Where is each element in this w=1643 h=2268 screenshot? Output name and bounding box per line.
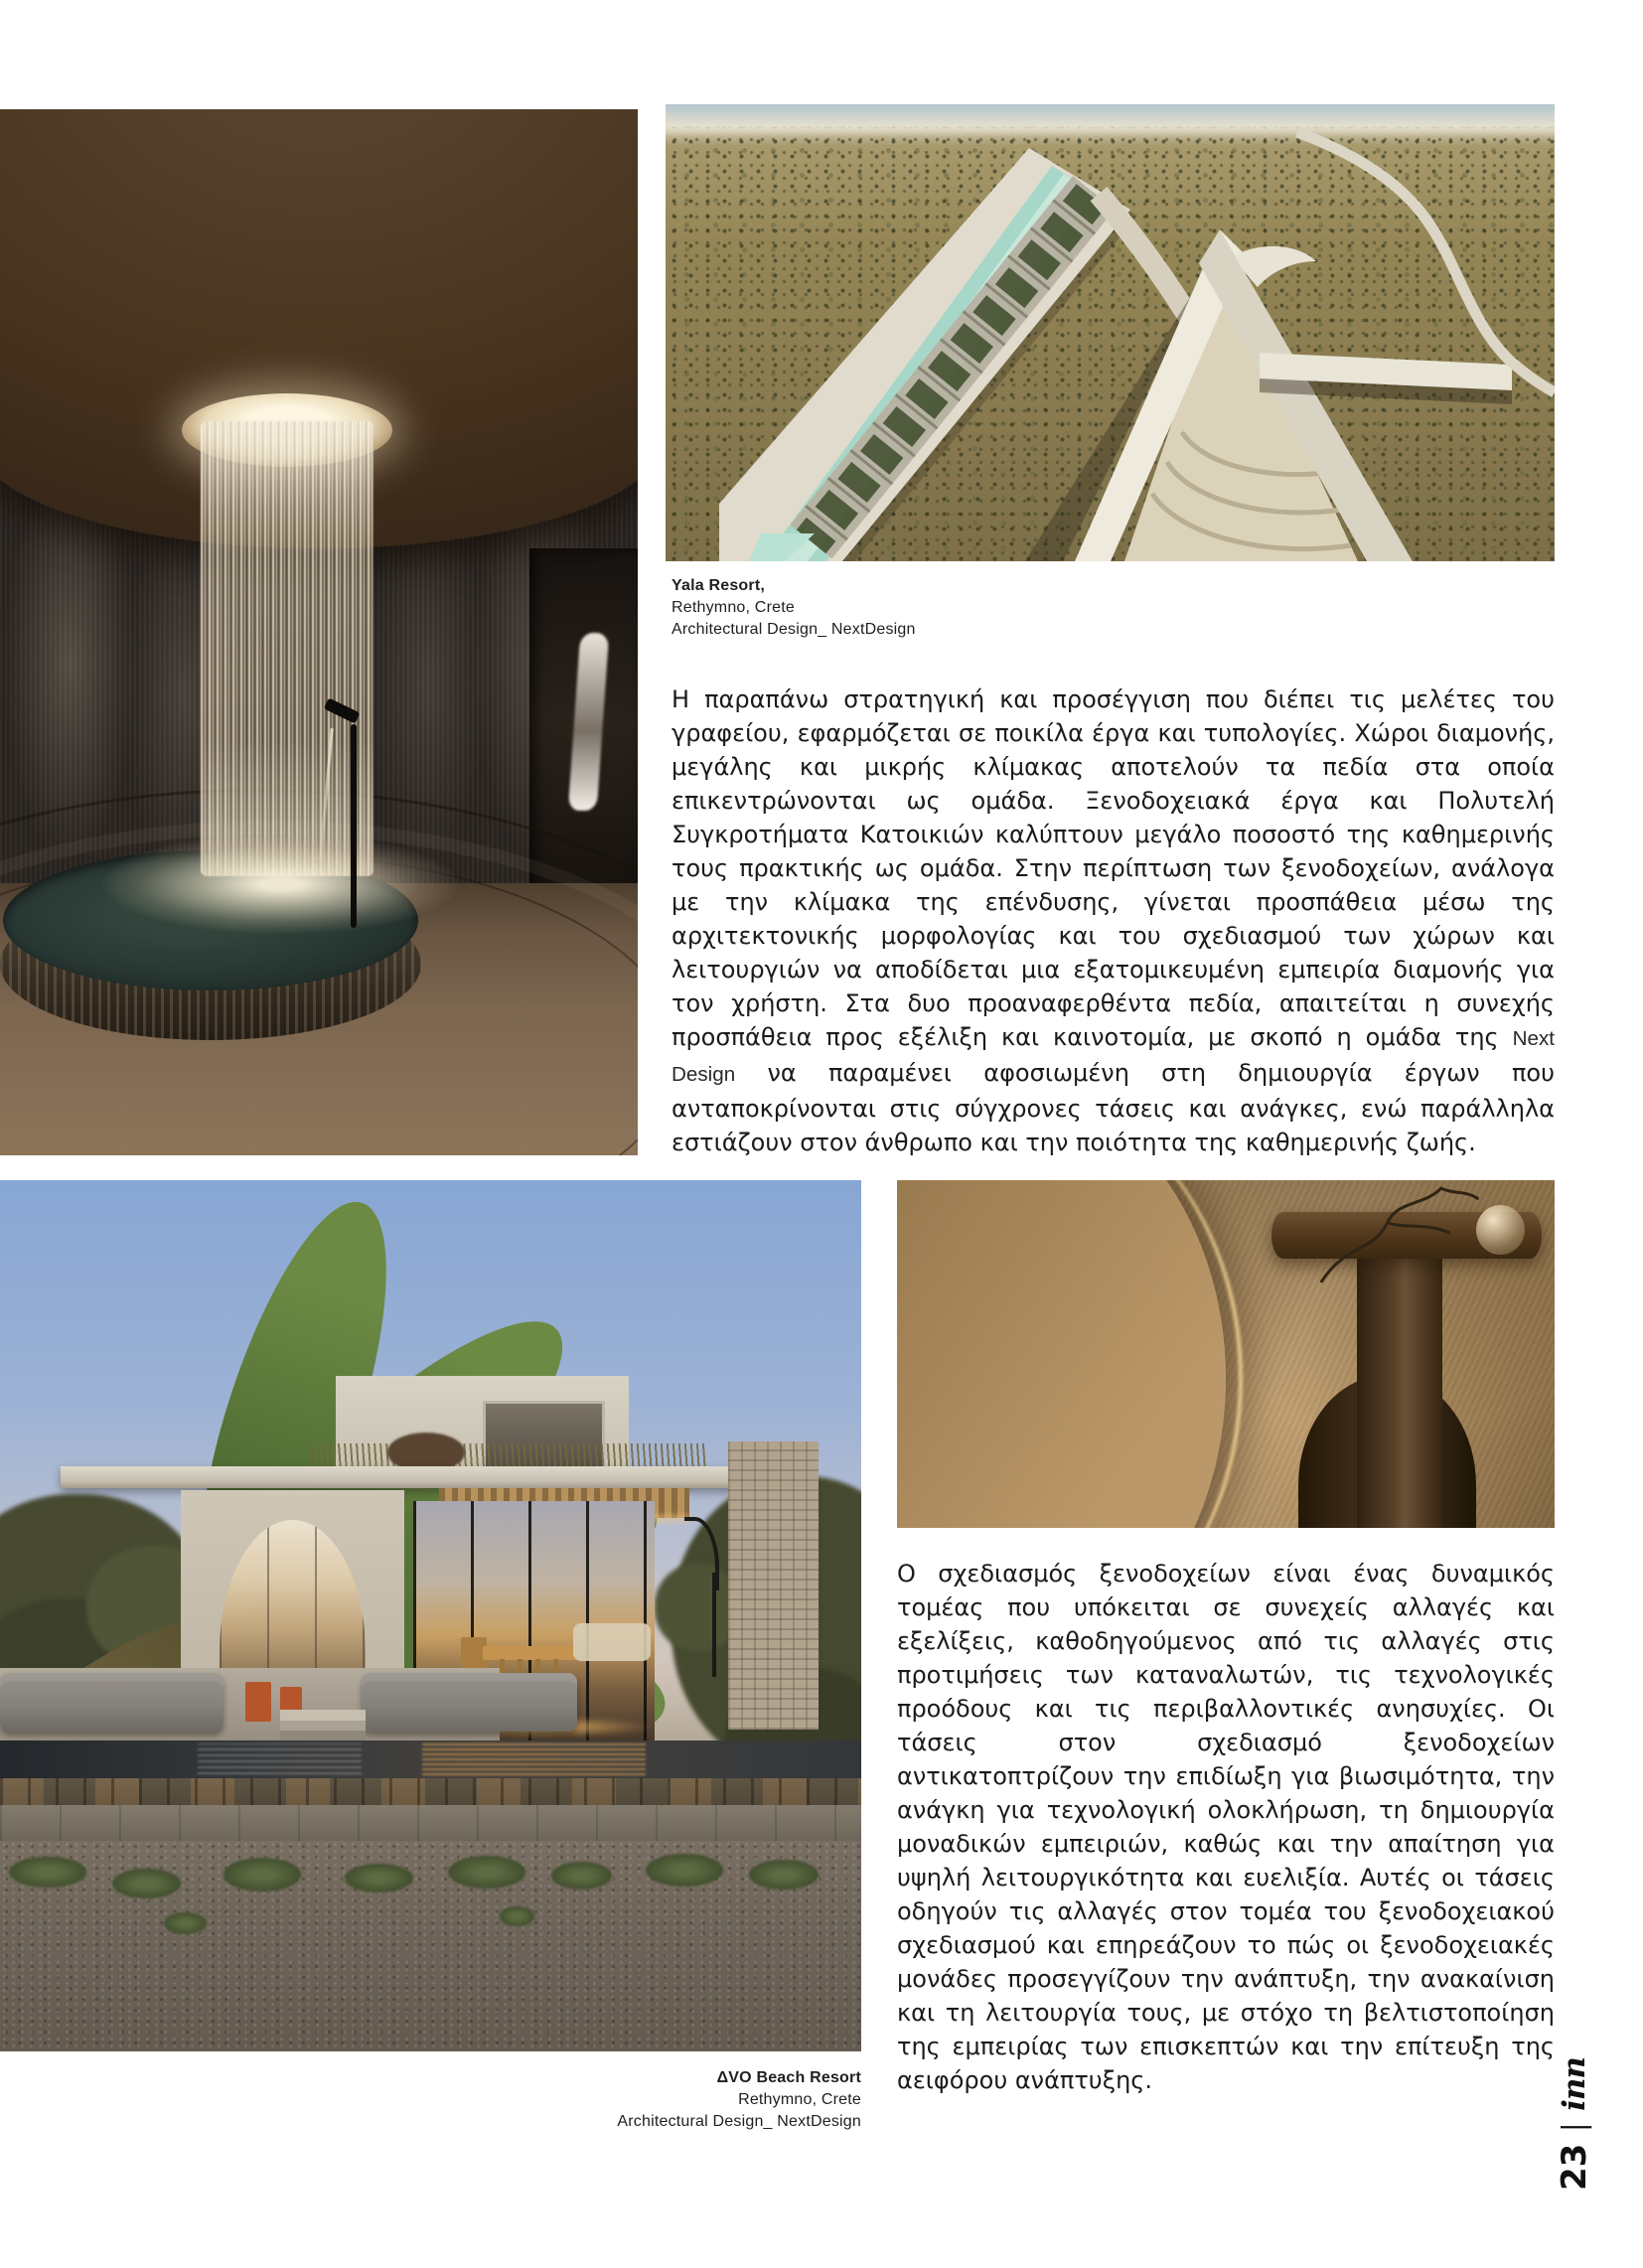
page-marker [1552, 2041, 1597, 2191]
paragraph-text: Η παραπάνω στρατηγική και προσέγγιση που διέπει τις μελέτες του γραφείου, εφαρμόζεται σε ποικίλα έργα και τυπολογίες. Χώροι διαμονής, μεγάλης και μικρής κλίμακας αποτελούν τα πεδία στα οποία επικεντρώνονται ως ομάδα. Ξενοδοχειακά έργα και Πολυτελή Συγκροτήματα Κατοικιών καλύπτουν μεγάλο ποσοστό της καθημερινής τους πρακτικής ως ομάδα. Στην περίπτωση των ξενοδοχείων, ανάλογα με την κλίμακα της επένδυσης, γίνεται προσπάθεια μέσω της αρχιτεκτονικής μορφολογίας και του σχεδιασμού των χώρων και λειτουργιών να αποδίδεται μια εξατομικευμένη εμπειρία διαμονής για τον χρήστη. Στα δυο προαναφερθέντα πεδία, απαιτείται η συνεχής προσπάθεια προς εξέλιξη και καινοτομία, με σκοπό η ομάδα της [672, 685, 1555, 1051]
brand-name-inline: Next Design [672, 1027, 1555, 1086]
caption-location: Rethymno, Crete [672, 599, 795, 616]
pool-stone-edge [0, 1778, 861, 1804]
beach-resort-photo [0, 1180, 861, 2051]
wood-table-detail-photo [897, 1180, 1555, 1528]
beach-shrub [9, 1857, 86, 1889]
caption-yala-resort [672, 575, 1168, 641]
pool-grey-reflection [198, 1743, 362, 1775]
water-spout [351, 724, 357, 928]
caption-location: Rethymno, Crete [738, 2091, 861, 2108]
terrace-steps [280, 1710, 367, 1741]
outdoor-sofa [0, 1673, 224, 1733]
beach-shrub [345, 1864, 413, 1893]
beach-shrub [448, 1856, 525, 1889]
magazine-logo: inn [1557, 2057, 1592, 2111]
outdoor-shower-pole [712, 1573, 716, 1677]
page-number: 23 [1555, 2143, 1594, 2191]
article-paragraph-1 [672, 682, 1555, 1159]
waterfall-curtain [201, 421, 373, 876]
beach-shrub [112, 1869, 181, 1898]
beach-shrub [551, 1862, 612, 1890]
waterfall-splash [102, 834, 460, 934]
caption-credit: Architectural Design_ NextDesign [617, 2113, 861, 2130]
table-wood-column [1357, 1254, 1442, 1529]
flat-roof-slab [61, 1466, 750, 1489]
dune-rim-light [897, 1180, 1243, 1528]
waterfall-spa-photo [0, 109, 638, 1155]
daybed-cushions [573, 1623, 651, 1662]
paragraph-text: να παραμένει αφοσιωμένη στη δημιουργία έργων που ανταποκρίνονται στις σύγχρονες τάσεις και ανάγκες, ενώ παράλληλα εστιάζουν στον άνθρωπο και την ποιότητα της καθημερινής ζωής. [672, 1059, 1555, 1156]
stone-wall-pillar [728, 1441, 819, 1729]
decorative-branch [1291, 1180, 1555, 1291]
article-paragraph-2: Ο σχεδιασμός ξενοδοχείων είναι ένας δυναμικός τομέας που υπόκειται σε συνεχείς αλλαγές και εξελίξεις, καθοδηγούμενος από τις αλλαγές στις προτιμήσεις των καταναλωτών, τις τεχνολογικές προόδους και τις περιβαλλοντικές ανησυχίες. Οι τάσεις στον σχεδιασμό ξενοδοχείων αντικατοπτρίζουν την επιδίωξη για βιωσιμότητα, την ανάγκη για τεχνολογική ολοκλήρωση, τη δημιουργία μοναδικών εμπειριών, καθώς και την απαίτηση για υψηλή λειτουργικότητα και ευελιξία. Αυτές οι τάσεις οδηγούν τις αλλαγές στον τομέα του ξενοδοχειακού σχεδιασμού και επηρεάζουν το πώς οι ξενοδοχειακές μονάδες προσεγγίζουν την ανάπτυξη, την ανακαίνιση και τη λειτουργία τους, με στόχο τη βελτιστοποίηση της εμπειρίας των επισκεπτών και την επίτευξη της αειφόρου ανάπτυξης. [897, 1560, 1555, 2094]
beach-shrub [749, 1860, 818, 1890]
caption-title: ΔVO Beach Resort [716, 2069, 861, 2086]
concrete-retaining-wall [0, 1805, 861, 1841]
aerial-resort-photo [666, 104, 1555, 561]
orange-chair [245, 1682, 271, 1722]
page-number-separator: | [1557, 2122, 1592, 2132]
caption-dvo-beach-resort [397, 2067, 861, 2133]
outdoor-sofa [362, 1673, 577, 1733]
caption-credit: Architectural Design_ NextDesign [672, 621, 916, 638]
resort-buildings-render [666, 104, 1555, 561]
caption-title: Yala Resort, [672, 577, 766, 594]
pool-warm-reflection [422, 1742, 646, 1775]
beach-shrub [224, 1858, 301, 1890]
beach-shrub [500, 1906, 534, 1925]
dining-table [483, 1646, 577, 1660]
